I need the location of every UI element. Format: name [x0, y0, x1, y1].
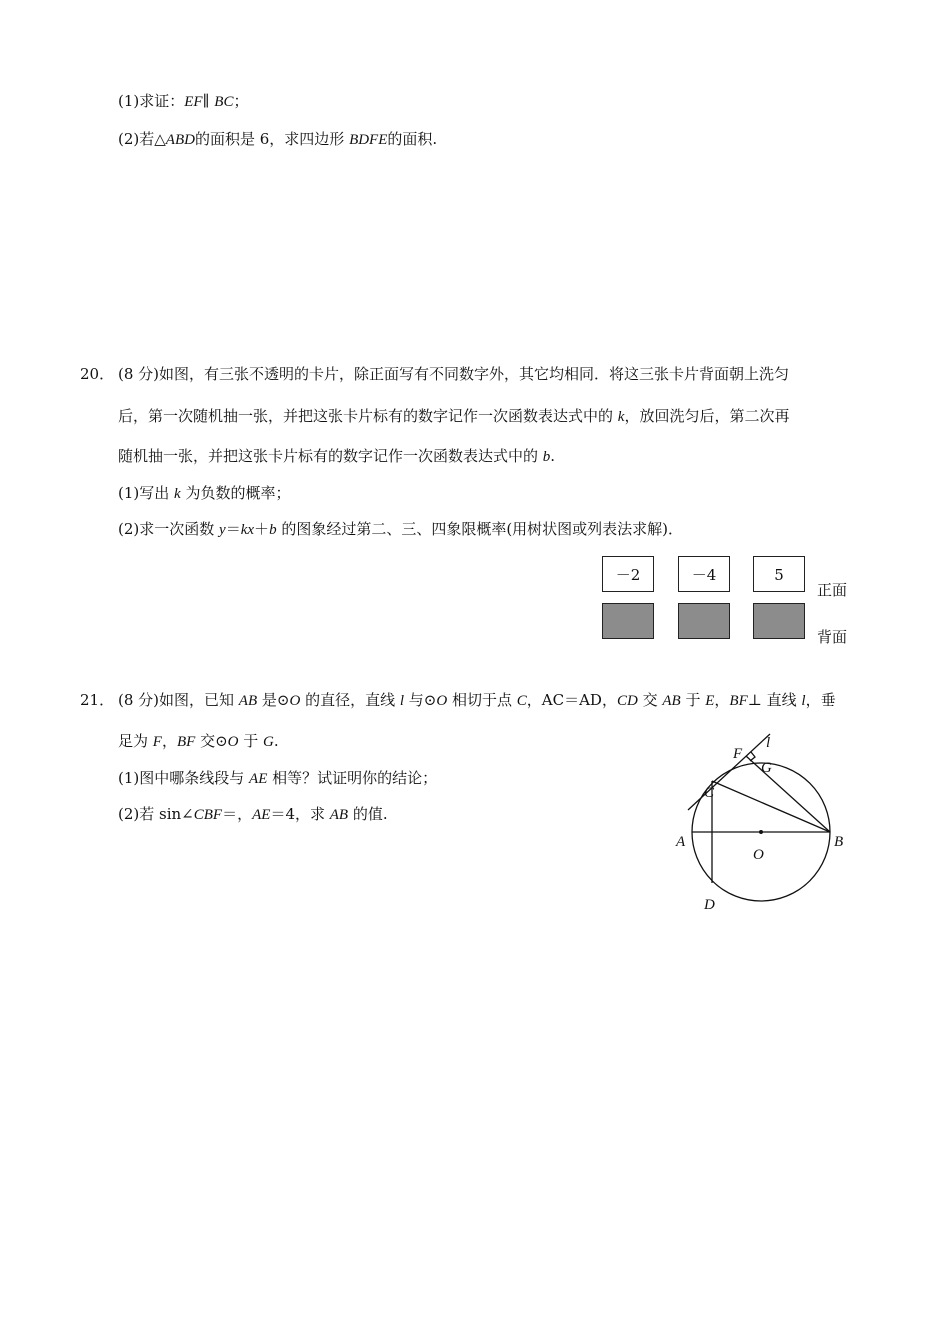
q21-part2-run: (2)若 sin∠ [118, 805, 194, 823]
segment-bf [746, 756, 830, 832]
q19-part1-end: ； [233, 92, 249, 110]
q20-line3 [118, 445, 555, 466]
q19-part2 [118, 128, 437, 149]
q21-line2-run: 足为 [118, 732, 153, 750]
card-back-1 [602, 603, 654, 639]
front-label: 正面 [817, 581, 848, 599]
q19-part2-var-bdfe: BDFE [349, 132, 388, 148]
q21-line1-run: 交 [637, 691, 663, 709]
q20-number: 20． [80, 365, 115, 383]
q21-line1-run: ，垂 [805, 691, 836, 709]
label-o: O [753, 847, 764, 863]
q21-line2-run: . [273, 732, 279, 750]
q21-line1-run: AB [662, 693, 681, 709]
q21-line1-run: 于 [680, 691, 706, 709]
q21-part2-run: 的值. [348, 805, 388, 823]
q19-part2-var-abd: ABD [165, 132, 195, 148]
q19-part2-text-mid: 的面积是 6，求四边形 [194, 130, 350, 148]
q20-line2-a: 后，第一次随机抽一张，并把这张卡片标有的数字记作一次函数表达式中的 [118, 407, 618, 425]
q20-line2-k: k [617, 409, 625, 425]
label-b: B [834, 834, 844, 850]
q19-part1-parallel: ∥ [202, 92, 215, 110]
tangent-line-l [688, 734, 770, 810]
q21-line1-run: AB [238, 693, 258, 709]
q20-line2 [118, 405, 789, 426]
q20-line1: (8 分)如图，有三张不透明的卡片，除正面写有不同数字外，其它均相同．将这三张卡片背面朝上洗匀 [118, 365, 790, 383]
q20-part2-b: b [269, 522, 277, 538]
q21-line1-run: l [801, 693, 806, 709]
q20-line3-a: 随机抽一张，并把这张卡片标有的数字记作一次函数表达式中的 [118, 447, 543, 465]
q20-part2-kx: kx [240, 522, 255, 538]
q21-line2-run: ， [161, 732, 177, 750]
q21-line1 [118, 689, 836, 710]
q21-line1-run: l [399, 693, 405, 709]
q21-line1-run: C [516, 693, 527, 709]
card-back-2 [678, 603, 730, 639]
q21-part2-run: ＝， [222, 805, 253, 823]
q21-line1-run: ⊥ 直线 [747, 691, 802, 709]
card-back-3 [753, 603, 805, 639]
card-front-3: 5 [753, 556, 805, 592]
back-label: 背面 [817, 628, 848, 646]
q21-line2-run: BF [176, 734, 196, 750]
q21-part2-run: ＝4，求 [270, 805, 330, 823]
q21-part1 [118, 767, 437, 788]
q21-line1-run: E [705, 693, 715, 709]
q21-line1-run: O [436, 693, 448, 709]
q21-part1-run: (1)图中哪条线段与 [118, 769, 250, 787]
q21-line1-run: 的直径，直线 [300, 691, 400, 709]
q20-part2-eq: ＝ [225, 520, 241, 538]
q20-part1-b: 为负数的概率； [180, 484, 291, 502]
q21-line2-run: O [227, 734, 239, 750]
q21-line2-run: 于 [238, 732, 264, 750]
q21-part2 [118, 803, 388, 824]
q19-part1-text: (1)求证： [118, 92, 185, 110]
q20-part1-a: (1)写出 [118, 484, 175, 502]
q19-part1 [118, 90, 248, 111]
q19-part2-end: 的面积. [387, 130, 438, 148]
q21-line1-run: ，AC＝AD， [526, 691, 617, 709]
right-angle-mark [750, 752, 755, 761]
q21-line1-run: BF [729, 693, 748, 709]
q21-line1-run: O [289, 693, 301, 709]
q20-line3-c: . [550, 447, 556, 465]
q21-part1-run: 相等？试证明你的结论； [267, 769, 438, 787]
q19-part1-var-bc: BC [214, 94, 234, 110]
q21-line2 [118, 730, 279, 751]
q19-part2-text: (2)若△ [118, 130, 166, 148]
q21-line1-run: ， [714, 691, 730, 709]
q21-line2-run: G [263, 734, 274, 750]
circle-tangent-figure [660, 725, 860, 920]
q21-line1-run: (8 分)如图，已知 [118, 691, 239, 709]
segment-cb [712, 781, 830, 832]
q21-line2-run: F [152, 734, 162, 750]
q20-line2-b: ，放回洗匀后，第二次再 [624, 407, 790, 425]
q21-part2-run: CBF [193, 807, 223, 823]
q21-line1-run: 是⊙ [257, 691, 290, 709]
q19-part1-var-ef: EF [184, 94, 203, 110]
q21-part1-run: AE [249, 771, 268, 787]
q20-part1-k: k [174, 486, 181, 502]
q21-part2-run: AB [329, 807, 349, 823]
label-l: l [766, 735, 771, 751]
q20-line3-b: b [542, 449, 551, 465]
q20-part1 [118, 482, 290, 503]
q20-part2-plus: ＋ [254, 520, 270, 538]
label-g: G [761, 760, 772, 776]
q21-number: 21． [80, 691, 115, 709]
label-a: A [676, 834, 686, 850]
label-c: C [704, 785, 715, 801]
q21-line2-run: 交⊙ [195, 732, 228, 750]
q20-part2-y: y [219, 522, 226, 538]
center-dot [759, 830, 763, 834]
q20-part2 [118, 518, 683, 539]
q20-part2-c: 的图象经过第二、三、四象限概率(用树状图或列表法求解)． [276, 520, 684, 538]
q21-line1-run: CD [616, 693, 638, 709]
label-f: F [733, 746, 743, 762]
card-front-2: －4 [678, 556, 730, 592]
q21-part2-run: AE [252, 807, 271, 823]
card-front-1: －2 [602, 556, 654, 592]
label-d: D [704, 897, 715, 913]
q20-part2-a: (2)求一次函数 [118, 520, 220, 538]
q21-line1-run: 相切于点 [447, 691, 517, 709]
q21-line1-run: 与⊙ [404, 691, 437, 709]
